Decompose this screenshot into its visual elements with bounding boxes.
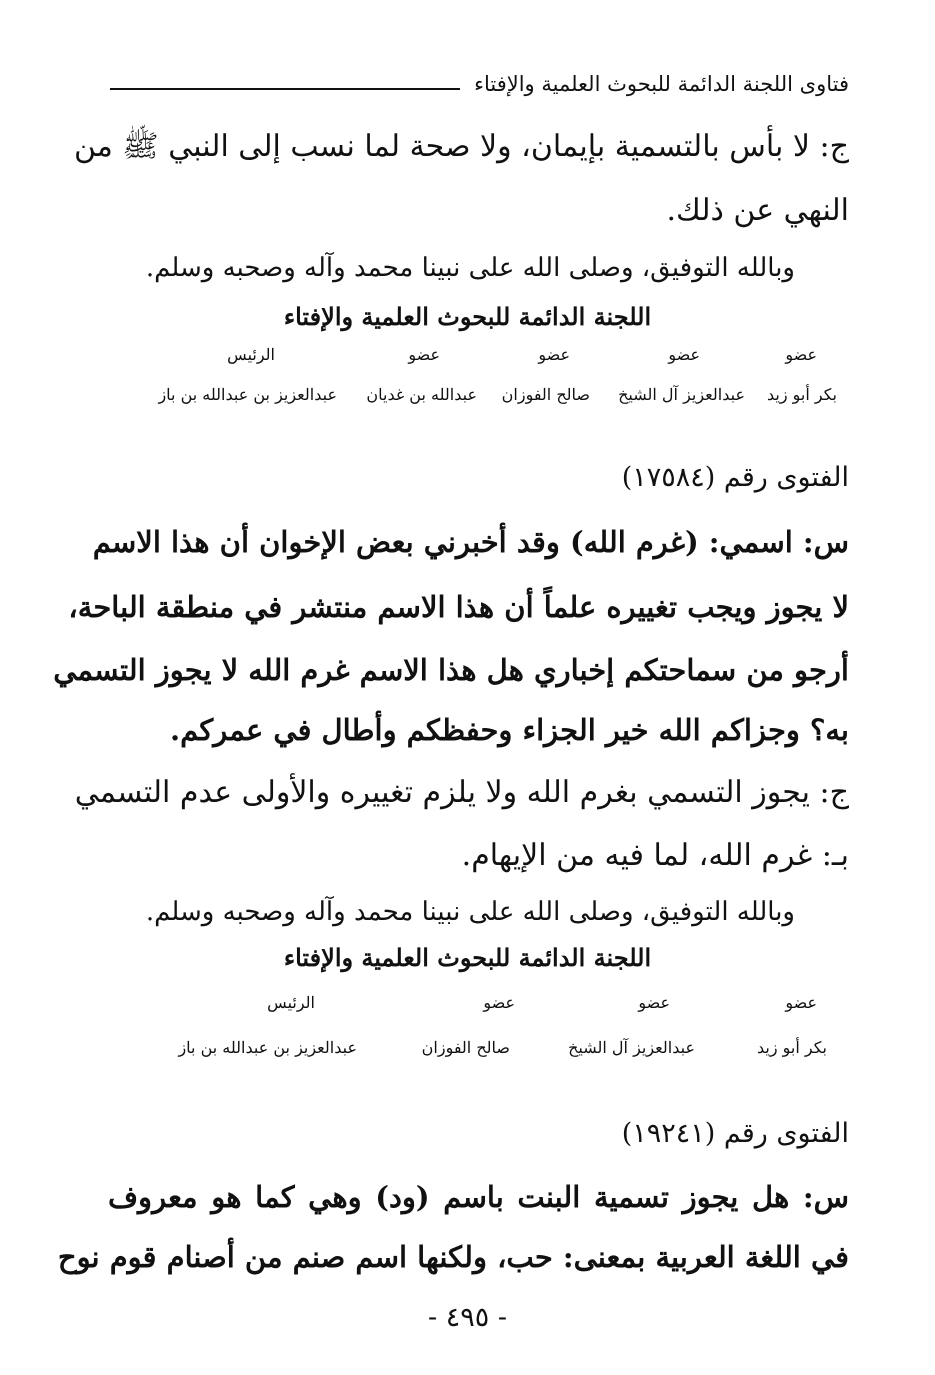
- committee-name: اللجنة الدائمة للبحوث العلمية والإفتاء: [283, 302, 652, 331]
- signatory-role: عضو: [785, 345, 817, 364]
- question-line: أرجو من سماحتكم إخباري هل هذا الاسم غرم الله لا يجوز التسمي: [53, 653, 849, 687]
- signatory-name: صالح الفوزان: [421, 1038, 510, 1057]
- signatory-role: الرئيس: [227, 345, 275, 364]
- signatory-role: عضو: [483, 993, 515, 1012]
- signatory-name: عبدالعزيز آل الشيخ: [618, 385, 745, 404]
- question-line: في اللغة العربية بمعنى: حب، ولكنها اسم صنم من أصنام قوم نوح: [57, 1240, 849, 1274]
- signatory-role: عضو: [538, 345, 570, 364]
- answer-line: ج: يجوز التسمي بغرم الله ولا يلزم تغييره والأولى عدم التسمي: [74, 775, 849, 810]
- fatwa-title: الفتوى رقم (١٩٢٤١): [621, 1118, 849, 1149]
- question-line: به؟ وجزاكم الله خير الجزاء وحفظكم وأطال في عمركم.: [170, 713, 849, 747]
- signatory-name: عبدالعزيز بن عبدالله بن باز: [178, 1038, 357, 1057]
- header-rule: [110, 88, 460, 90]
- answer-line: ج: لا بأس بالتسمية بإيمان، ولا صحة لما نسب إلى النبي ﷺ من: [73, 129, 849, 164]
- signatory-role: عضو: [668, 345, 700, 364]
- running-header: [474, 72, 849, 96]
- closing-prayer: وبالله التوفيق، وصلى الله على نبينا محمد وآله وصحبه وسلم.: [145, 897, 795, 927]
- signatory-role: عضو: [638, 993, 670, 1012]
- signatory-role: عضو: [408, 345, 440, 364]
- signatory-name: صالح الفوزان: [501, 385, 590, 404]
- signatory-name: عبدالله بن غديان: [366, 385, 477, 404]
- question-line: س: اسمي: (غرم الله) وقد أخبرني بعض الإخوان أن هذا الاسم: [92, 525, 849, 559]
- page-number: - ٤٩٥ -: [428, 1302, 507, 1333]
- signatory-role: الرئيس: [267, 993, 315, 1012]
- signatory-name: بكر أبو زيد: [756, 1038, 827, 1057]
- closing-prayer: وبالله التوفيق، وصلى الله على نبينا محمد وآله وصحبه وسلم.: [145, 253, 795, 283]
- question-line: س: هل يجوز تسمية البنت باسم (ود) وهي كما هو معروف: [108, 1180, 849, 1214]
- signatory-name: عبدالعزيز آل الشيخ: [568, 1038, 695, 1057]
- signatory-role: عضو: [785, 993, 817, 1012]
- signatory-name: بكر أبو زيد: [766, 385, 837, 404]
- running-title: فتاوى اللجنة الدائمة للبحوث العلمية والإفتاء: [474, 72, 849, 96]
- answer-line: النهي عن ذلك.: [666, 193, 849, 228]
- answer-line: بـ: غرم الله، لما فيه من الإيهام.: [461, 838, 849, 873]
- fatwa-title: الفتوى رقم (١٧٥٨٤): [621, 462, 849, 493]
- committee-name: اللجنة الدائمة للبحوث العلمية والإفتاء: [283, 943, 652, 972]
- signatory-name: عبدالعزيز بن عبدالله بن باز: [158, 385, 337, 404]
- question-line: لا يجوز ويجب تغييره علماً أن هذا الاسم منتشر في منطقة الباحة،: [68, 590, 849, 624]
